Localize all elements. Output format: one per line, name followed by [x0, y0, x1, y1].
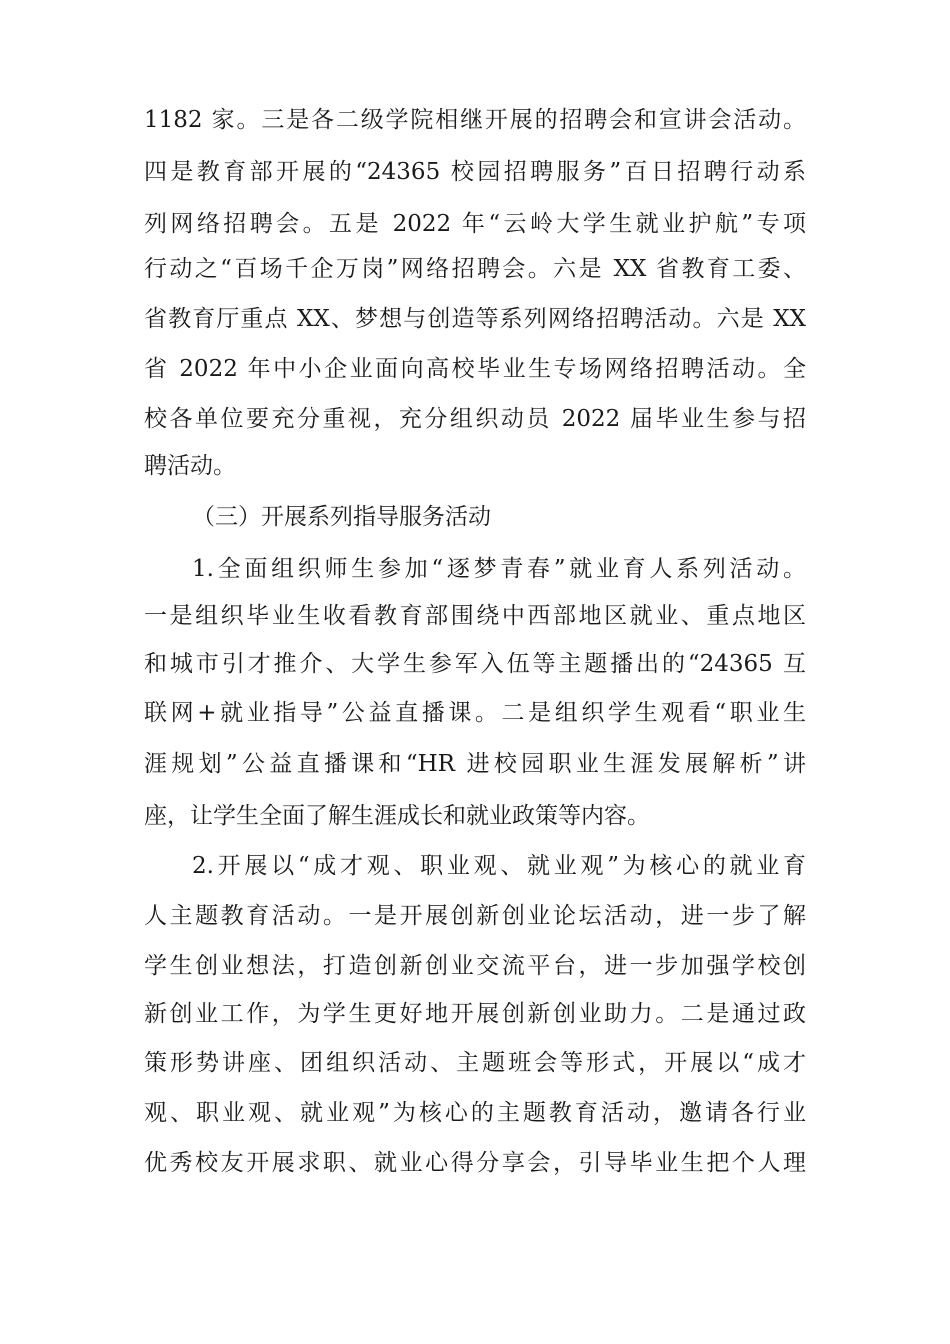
paragraph-line: 座，让学生全面了解生涯成长和就业政策等内容。: [144, 803, 650, 829]
paragraph-line: 行动之“百场千企万岗”网络招聘会。六是 XX 省教育工委、: [144, 256, 806, 282]
paragraph-line: 新创业工作，为学生更好地开展创新创业助力。二是通过政: [144, 1001, 806, 1027]
paragraph-line: 四是教育部开展的“24365 校园招聘服务”百日招聘行动系: [144, 159, 806, 185]
paragraph-line: 策形势讲座、团组织活动、主题班会等形式，开展以“成才: [144, 1050, 806, 1076]
paragraph-line: 人主题教育活动。一是开展创新创业论坛活动，进一步了解: [144, 903, 806, 929]
paragraph-line: 涯规划”公益直播课和“HR 进校园职业生涯发展解析”讲: [144, 751, 806, 777]
paragraph-line: 校各单位要充分重视，充分组织动员 2022 届毕业生参与招: [144, 406, 806, 432]
paragraph-line: 省教育厅重点 XX、梦想与创造等系列网络招聘活动。六是 XX: [144, 306, 806, 332]
paragraph-line: 观、职业观、就业观”为核心的主题教育活动，邀请各行业: [144, 1100, 806, 1126]
paragraph-line: 聘活动。: [144, 453, 236, 479]
paragraph-line: 一是组织毕业生收看教育部围绕中西部地区就业、重点地区: [144, 603, 806, 629]
paragraph-line: 1.全面组织师生参加“逐梦青春”就业育人系列活动。: [192, 556, 806, 582]
paragraph-line: 学生创业想法，打造创新创业交流平台，进一步加强学校创: [144, 953, 806, 979]
section-heading: （三）开展系列指导服务活动: [192, 504, 491, 530]
paragraph-line: 和城市引才推介、大学生参军入伍等主题播出的“24365 互: [144, 651, 806, 677]
paragraph-line: 列网络招聘会。五是 2022 年“云岭大学生就业护航”专项: [144, 211, 806, 237]
paragraph-line: 省 2022 年中小企业面向高校毕业生专场网络招聘活动。全: [144, 356, 806, 382]
paragraph-line: 2.开展以“成才观、职业观、就业观”为核心的就业育: [192, 853, 806, 879]
paragraph-line: 联网+就业指导”公益直播课。二是组织学生观看“职业生: [144, 700, 806, 726]
paragraph-line: 1182 家。三是各二级学院相继开展的招聘会和宣讲会活动。: [144, 107, 806, 133]
paragraph-line: 优秀校友开展求职、就业心得分享会，引导毕业生把个人理: [144, 1150, 806, 1176]
